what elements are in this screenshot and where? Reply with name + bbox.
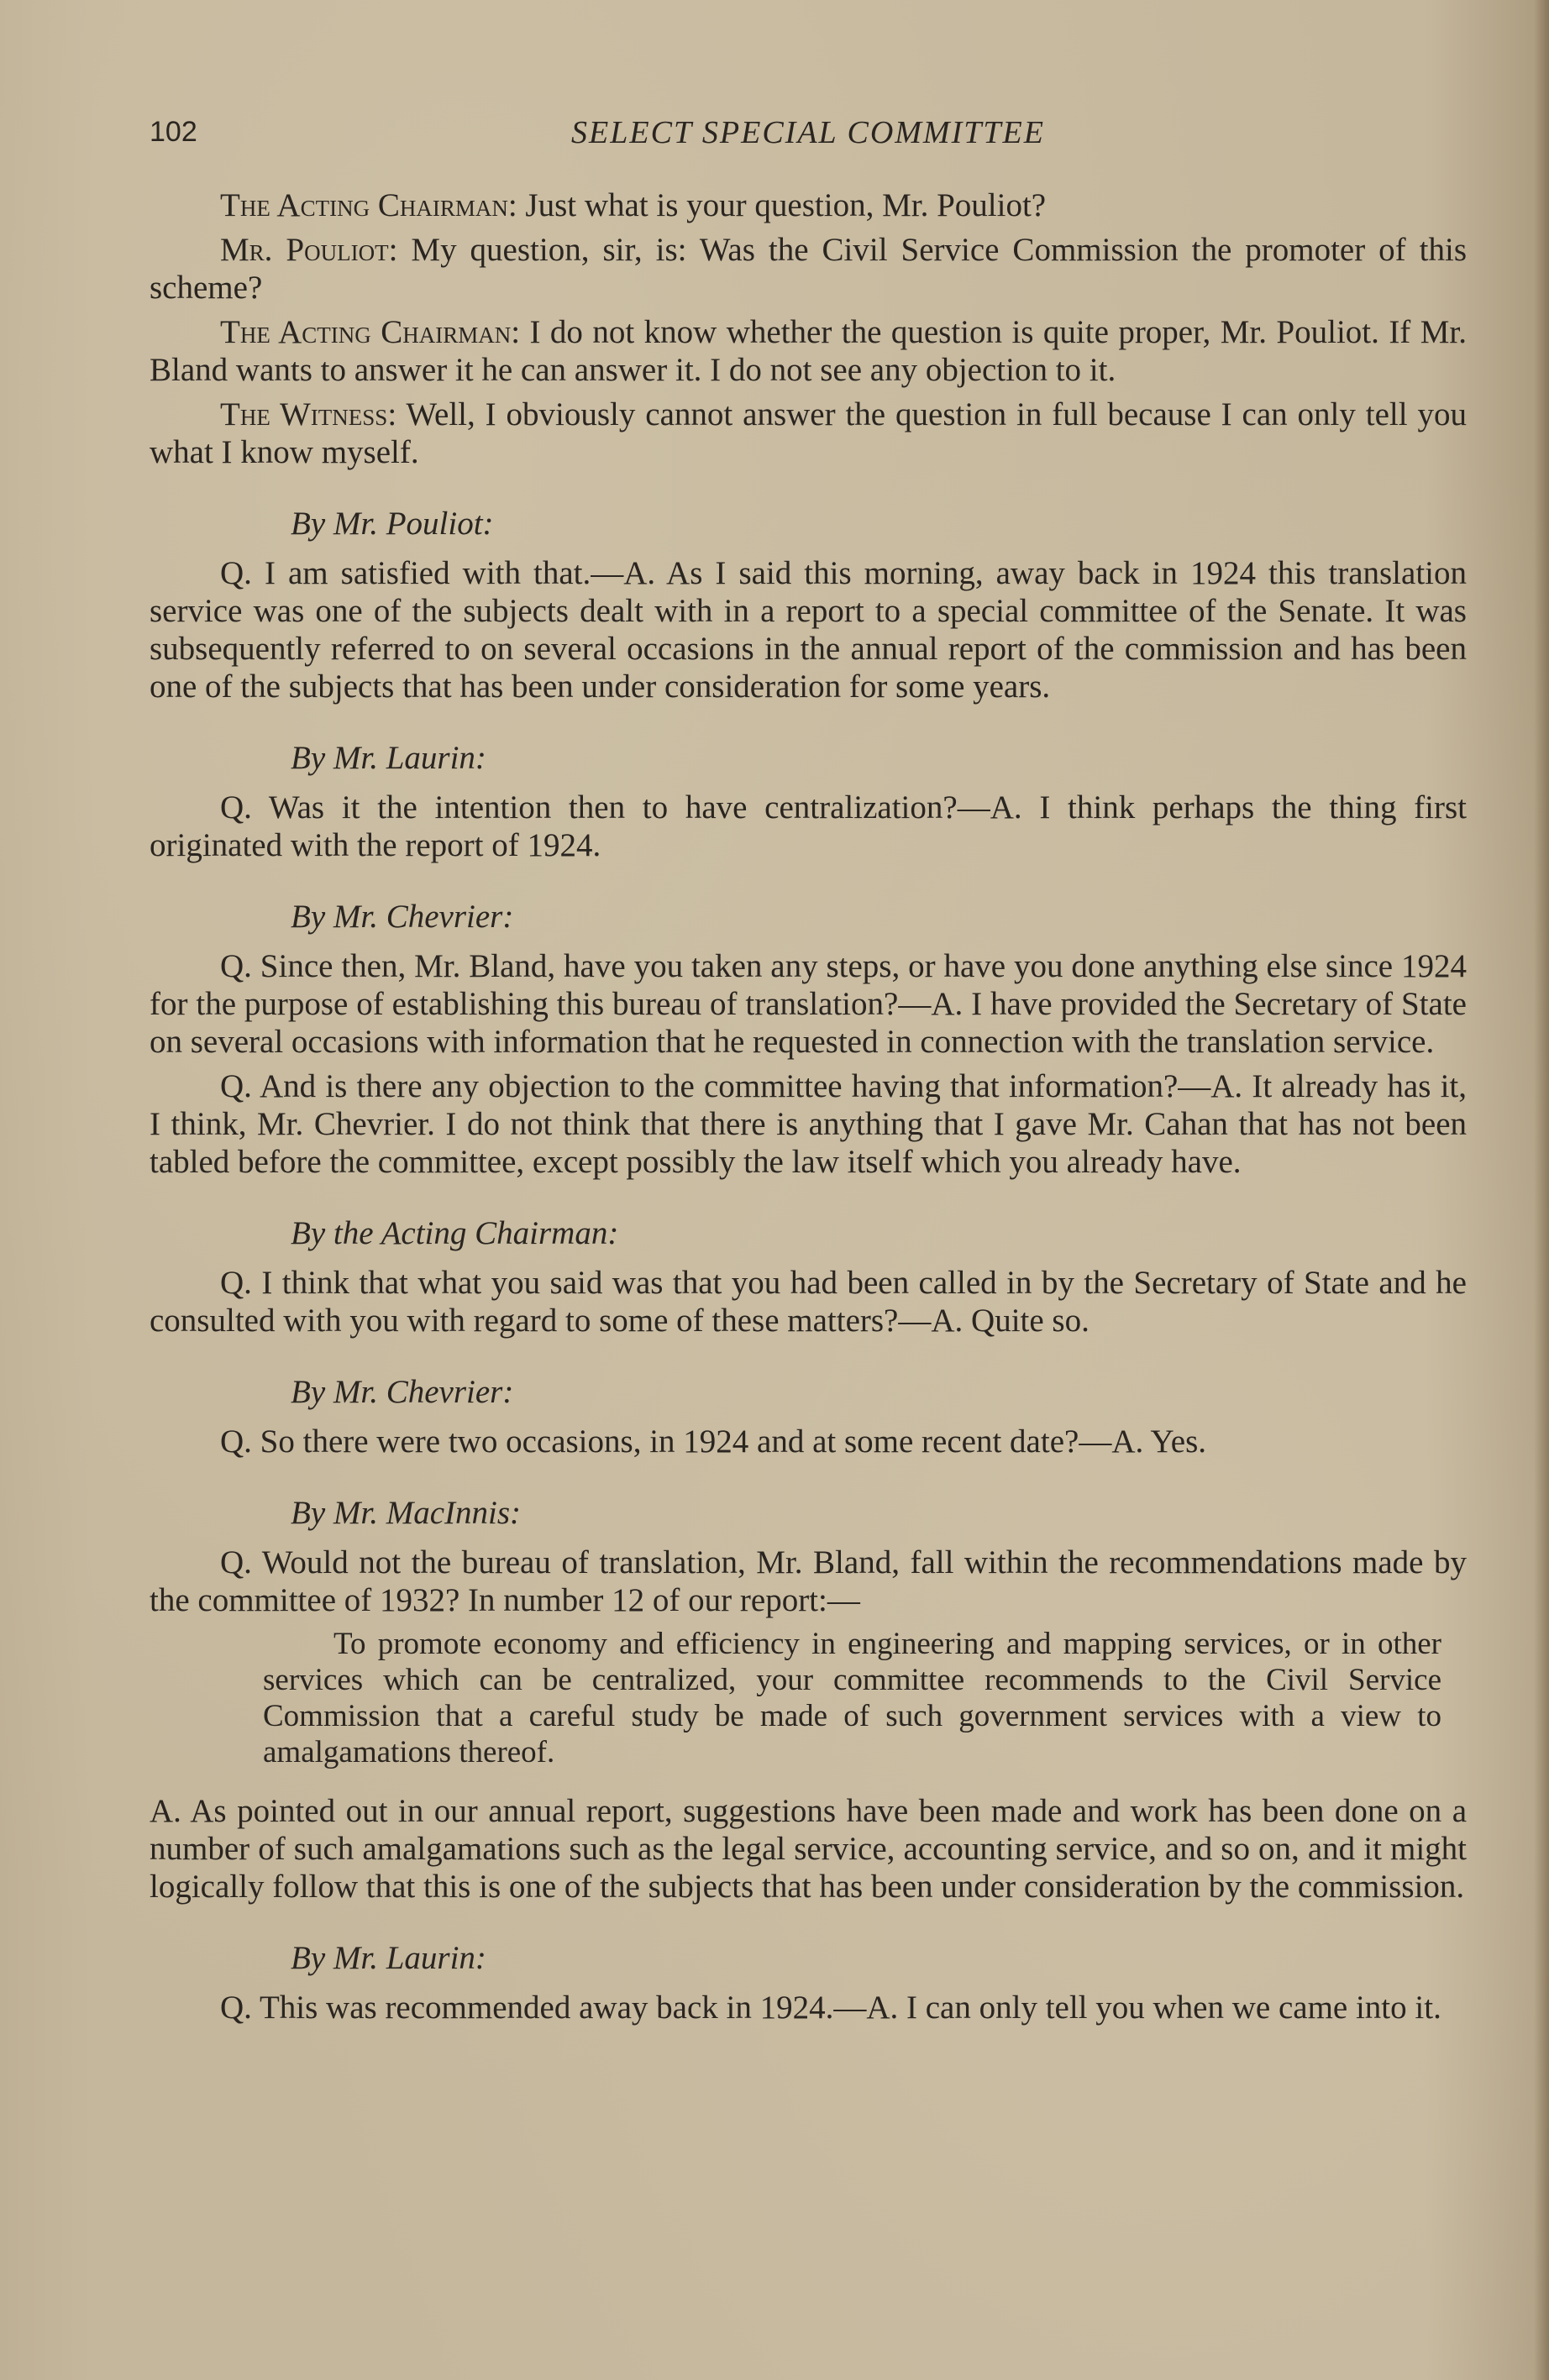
speech-text: Well, I obviously cannot answer the question in full because I can only tell you what I know myself. — [150, 396, 1467, 470]
speech-text: My question, sir, is: Was the Civil Service Commission the promoter of this scheme? — [150, 232, 1467, 306]
question-answer: Q. I think that what you said was that you had been called in by the Secretary of State and he consulted with you with regard to some of these matters?—A. Quite so. — [150, 1265, 1467, 1339]
examiner-byline: By Mr. MacInnis: — [291, 1495, 522, 1531]
question-answer: Q. This was recommended away back in 1924.—A. I can only tell you when we came into it. — [220, 1989, 1441, 2026]
question-answer: Q. I am satisfied with that.—A. As I said this morning, away back in 1924 this translation service was one of the subjects dealt with in a report to a special committee of the Senate. It was subsequently referred to on several occasions in the annual report of the commission and has been one of the subjects that has been under consideration for some years. — [150, 555, 1467, 705]
question-answer: Q. Was it the intention then to have centralization?—A. I think perhaps the thing first originated with the report of 1924. — [150, 789, 1467, 863]
speech-text: Just what is your question, Mr. Pouliot? — [517, 187, 1047, 223]
speaker-label: Mr. Pouliot: — [220, 232, 398, 268]
question-answer: Q. So there were two occasions, in 1924 and at some recent date?—A. Yes. — [220, 1423, 1207, 1460]
paragraph-witness — [150, 396, 1467, 471]
speaker-label: The Acting Chairman: — [220, 187, 517, 223]
examiner-byline: By the Acting Chairman: — [291, 1215, 619, 1251]
paragraph-acting-chairman-2 — [150, 313, 1467, 389]
question-answer: Q. Would not the bureau of translation, Mr. Bland, fall within the recommendations made by the committee of 1932? In number 12 of our report:— — [150, 1544, 1467, 1618]
page-number: 102 — [150, 116, 197, 148]
examiner-byline: By Mr. Chevrier: — [291, 1374, 514, 1410]
examiner-byline: By Mr. Chevrier: — [291, 899, 514, 935]
paragraph-acting-chairman-1 — [150, 186, 1467, 224]
examiner-byline: By Mr. Pouliot: — [291, 506, 494, 542]
speaker-label: The Witness: — [220, 396, 397, 432]
answer-paragraph: A. As pointed out in our annual report, suggestions have been made and work has been done on a number of such amalgamations such as the legal service, accounting service, and so on, and it might logically follow that this is one of the subjects that has been under consideration by the commission. — [150, 1793, 1467, 1905]
question-answer: Q. And is there any objection to the committee having that information?—A. It already has it, I think, Mr. Chevrier. I do not think that there is anything that I gave Mr. Cahan that has not been tabled before the committee, except possibly the law itself which you already have. — [150, 1068, 1467, 1180]
examiner-byline: By Mr. Laurin: — [291, 740, 486, 776]
block-quote: To promote economy and efficiency in engineering and mapping services, or in other services which can be centralized, your committee recommends to the Civil Service Commission that a careful study be made of such government services with a view to amalgamations thereof. — [263, 1627, 1441, 1769]
transcript-body — [150, 186, 1467, 2026]
document-page — [150, 109, 1467, 2033]
speaker-label: The Acting Chairman: — [220, 314, 521, 350]
speech-text: I do not know whether the question is quite proper, Mr. Pouliot. If Mr. Bland wants to answer it he can answer it. I do not see any objection to it. — [150, 314, 1467, 388]
running-head: SELECT SPECIAL COMMITTEE — [571, 115, 1045, 150]
paragraph-pouliot — [150, 231, 1467, 307]
page-edge-shadow — [1534, 0, 1549, 2380]
page-header — [150, 109, 1467, 168]
examiner-byline: By Mr. Laurin: — [291, 1940, 486, 1976]
question-answer: Q. Since then, Mr. Bland, have you taken any steps, or have you done anything else since 1924 for the purpose of establishing this bureau of translation?—A. I have provided the Secretary of State on several occasions with information that he requested in connection with the translation service. — [150, 948, 1467, 1060]
